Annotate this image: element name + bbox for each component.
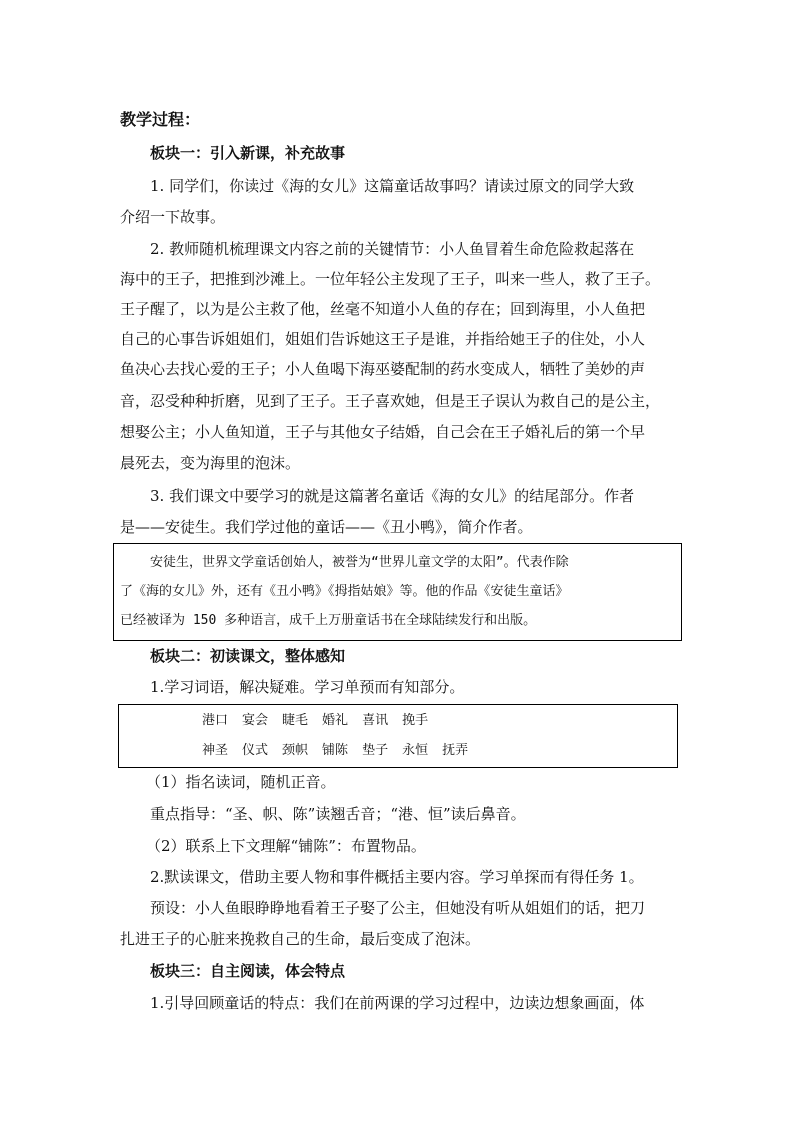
- section1-item2-line: 音，忍受种种折磨，见到了王子。王子喜欢她，但是王子误认为救自己的是公主，: [120, 392, 661, 410]
- section1-item2-line: 想娶公主；小人鱼知道，王子与其他女子结婚，自己会在王子婚礼后的第一个早: [120, 423, 646, 441]
- section1-item2-line: 鱼决心去找心爱的王子；小人鱼喝下海巫婆配制的药水变成人，牺牲了美妙的声: [120, 360, 646, 378]
- section1-item3-line2: 是——安徒生。我们学过他的童话——《丑小鸭》，简介作者。: [120, 518, 533, 536]
- section2-preset-line1: 预设：小人鱼眼睁睁地看着王子娶了公主，但她没有听从姐姐们的话，把刀: [150, 899, 646, 917]
- vocab-word: 颈帜: [282, 743, 309, 758]
- section2-sub2: （2）联系上下文理解“铺陈”：布置物品。: [146, 837, 426, 855]
- section1-item1-line1: 1. 同学们，你读过《海的女儿》这篇童话故事吗？请读过原文的同学大致: [150, 177, 635, 195]
- vocab-word: 垫子: [362, 743, 389, 758]
- author-intro-line: 了《海的女儿》外，还有《丑小鸭》《拇指姑娘》等。他的作品《安徒生童话》: [120, 584, 569, 599]
- section2-preset-line2: 扎进王子的心脏来挽救自己的生命，最后变成了泡沫。: [120, 930, 481, 948]
- section1-item2-line: 自己的心事告诉姐姐们，姐姐们告诉她这王子是谁，并指给她王子的住处，小人: [120, 330, 646, 348]
- vocab-word: 仪式: [242, 743, 269, 758]
- section1-item2-line: 2. 教师随机梳理课文内容之前的关键情节：小人鱼冒着生命危险救起落在: [150, 240, 635, 258]
- vocab-word: 挽手: [402, 713, 429, 728]
- vocab-word: 宴会: [242, 713, 269, 728]
- vocab-word: 永恒: [402, 743, 429, 758]
- author-intro-line: 安徒生，世界文学童话创始人，被誉为“世界儿童文学的太阳”。代表作除: [150, 555, 569, 570]
- vocab-box: [118, 704, 678, 768]
- section2-item2: 2.默读课文，借助主要人物和事件概括主要内容。学习单探而有得任务 1。: [150, 868, 644, 886]
- page-title: 教学过程：: [120, 110, 201, 129]
- vocab-word: 睫毛: [282, 713, 309, 728]
- vocab-word: 神圣: [202, 743, 229, 758]
- section2-item1: 1.学习词语，解决疑难。学习单预而有知部分。: [150, 678, 465, 696]
- section1-heading: 板块一：引入新课，补充故事: [150, 144, 346, 162]
- section2-heading: 板块二：初读课文，整体感知: [150, 647, 346, 665]
- vocab-word: 抚弄: [442, 743, 469, 758]
- section1-item1-line2: 介绍一下故事。: [120, 208, 226, 226]
- author-intro-box: [113, 543, 682, 641]
- vocab-word: 港口: [202, 713, 229, 728]
- section1-item2-line: 王子醒了，以为是公主救了他，丝毫不知道小人鱼的存在；回到海里，小人鱼把: [120, 300, 646, 318]
- vocab-row-2: [202, 740, 468, 762]
- section1-item2-line: 海中的王子，把推到沙滩上。一位年轻公主发现了王子，叫来一些人，救了王子。: [120, 270, 661, 288]
- vocab-word: 婚礼: [322, 713, 349, 728]
- vocab-word: 喜讯: [362, 713, 389, 728]
- author-intro-line: 已经被译为 150 多种语言，成千上万册童话书在全球陆续发行和出版。: [120, 613, 537, 628]
- section3-heading: 板块三：自主阅读，体会特点: [150, 962, 346, 980]
- section3-item1-line1: 1.引导回顾童话的特点：我们在前两课的学习过程中，边读边想象画面，体: [150, 994, 645, 1012]
- section1-item2-line: 晨死去，变为海里的泡沫。: [120, 454, 301, 472]
- section2-sub1: （1）指名读词，随机正音。: [146, 773, 336, 791]
- section1-item3-line1: 3. 我们课文中要学习的就是这篇著名童话《海的女儿》的结尾部分。作者: [150, 487, 635, 505]
- section2-focus: 重点指导：“圣、帜、陈”读翘舌音；“港、恒”读后鼻音。: [150, 805, 526, 823]
- vocab-word: 铺陈: [322, 743, 349, 758]
- vocab-row-1: [202, 710, 428, 732]
